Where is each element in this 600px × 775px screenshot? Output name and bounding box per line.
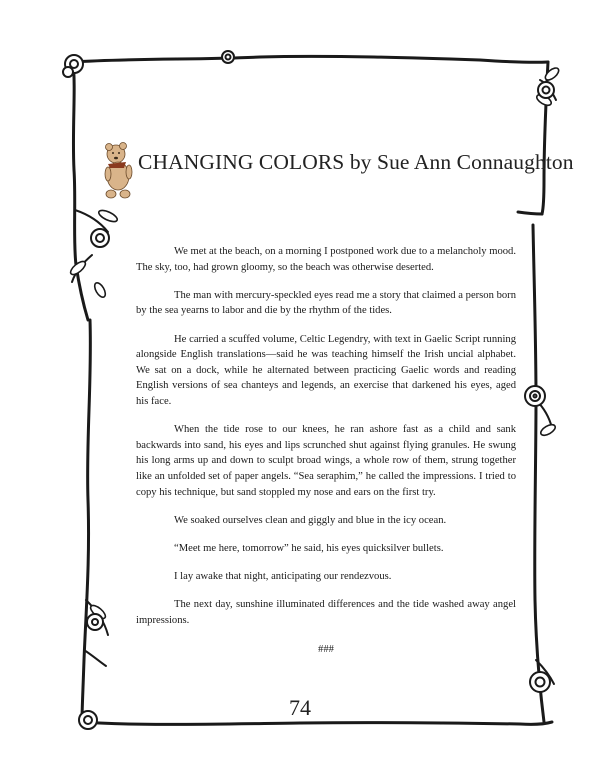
paragraph: I lay awake that night, anticipating our rendezvous. — [174, 571, 392, 583]
paragraph: When the tide rose to our knees, he ran ashore fast as a child and sank backwards into sand, his eyes and lips scrunched shut against flying granules. He swung his long arms up and down to sculpt broad wings, a whole row of them, strung together like an unfolded set of paper angels. “Sea seraphim,” he called the impressions. I tried to copy his technique, but sand stoppled my nose and ears on the first try. — [136, 424, 516, 498]
paragraph: We met at the beach, on a morning I postponed work due to a melancholy mood. The sky, too, had grown gloomy, so the beach was otherwise deserted. — [136, 246, 516, 273]
section-separator: ### — [318, 644, 334, 656]
page-title: CHANGING COLORS by Sue Ann Connaughton — [138, 150, 574, 174]
teddy-bear-icon — [102, 140, 136, 202]
page-number: 74 — [289, 695, 311, 720]
rose-flower-icon — [525, 386, 545, 406]
paragraph: The next day, sunshine illuminated differences and the tide washed away angel impressions. — [136, 599, 516, 626]
rose-flower-icon — [538, 82, 554, 98]
story-body — [136, 244, 516, 671]
paragraph: “Meet me here, tomorrow” he said, his eyes quicksilver bullets. — [174, 542, 444, 554]
paragraph: The man with mercury-speckled eyes read me a story that claimed a person born by the sea yearns to labor and die by the rhythm of the tides. — [136, 289, 516, 317]
rose-flower-icon — [530, 672, 550, 692]
paragraph: He carried a scuffed volume, Celtic Legendry, with text in Gaelic Script running alongside English translations—said he was teaching himself the Irish uncial alphabet. We sat on a dock, while he alternated between practicing Gaelic words and reading English versions of sea chanteys and legends, an exercise that darkened his eyes, aged his face. — [136, 333, 516, 407]
rose-flower-icon — [87, 614, 103, 630]
rose-flower-icon — [91, 229, 109, 247]
rose-flower-icon — [63, 55, 83, 77]
rose-flower-icon — [222, 51, 234, 63]
paragraph: We soaked ourselves clean and giggly and blue in the icy ocean. — [174, 514, 447, 526]
